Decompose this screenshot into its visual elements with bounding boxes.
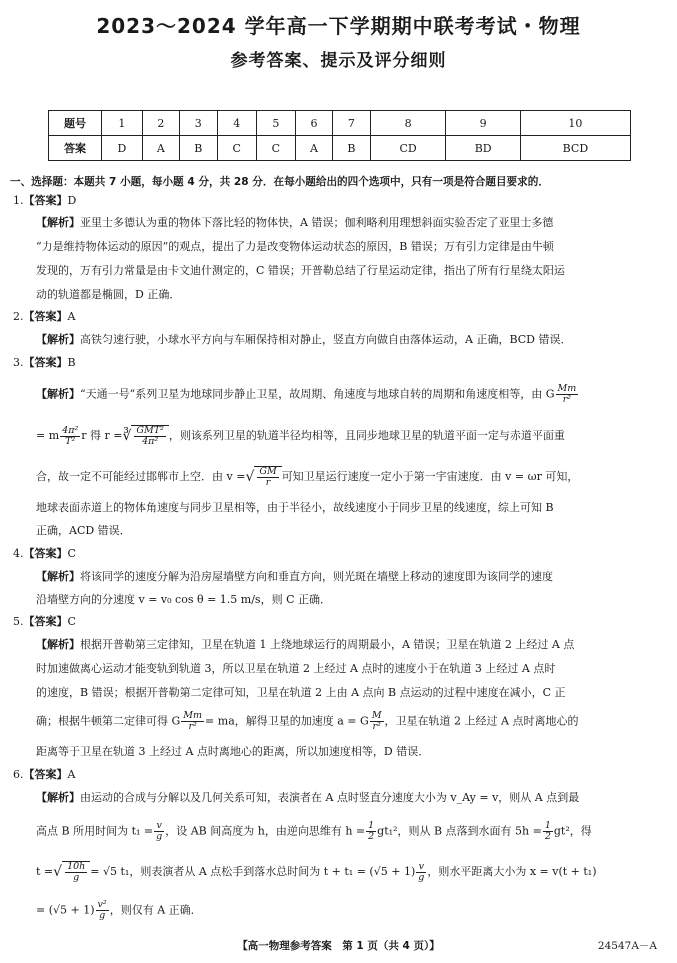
analysis-label: 【解析】 xyxy=(36,387,80,401)
q3-number: 3. xyxy=(13,356,24,369)
row-header-number: 题号 xyxy=(49,111,102,136)
text-segment: gt²，得 xyxy=(553,824,592,838)
text-line: 根据开普勒第三定律知，卫星在轨道 1 上绕地球运行的周期最小，A 错误；卫星在轨道 2 上经过 A 点 xyxy=(80,638,575,651)
fraction xyxy=(257,467,278,488)
q3-analysis-line xyxy=(36,425,648,447)
text-segment: ，则仅有 A 正确． xyxy=(109,903,202,917)
fraction-numerator: 4π² xyxy=(62,424,79,436)
q4-number: 4. xyxy=(13,547,24,560)
fraction xyxy=(181,711,204,732)
table-cell: 1 xyxy=(102,111,143,136)
fraction-denominator: r² xyxy=(188,721,197,732)
section-header: 一、选择题：本题共 7 小题，每小题 4 分，共 28 分．在每小题给出的四个选项中，只有一项是符合题目要求的． xyxy=(10,176,549,188)
text-segment: ，则水平距离大小为 x = v(t + t₁) xyxy=(427,865,597,878)
text-segment: gt₁²，则从 B 点落到水面有 5h = xyxy=(377,824,542,838)
fraction-denominator: g xyxy=(418,871,425,883)
table-cell: C xyxy=(217,136,256,161)
table-cell: 4 xyxy=(217,111,256,136)
table-cell: 7 xyxy=(333,111,371,136)
q1-analysis-line: “力是维持物体运动的原因”的观点，提出了力是改变物体运动状态的原因，B 错误；万有引力定律是由牛顿 xyxy=(36,240,554,253)
text-line: 高铁匀速行驶，小球水平方向与车厢保持相对静止，竖直方向做自由落体运动，A 正确，BCD 错误． xyxy=(80,333,572,346)
q4-answer xyxy=(13,546,76,562)
q5-answer-value: C xyxy=(67,615,76,628)
q2-number: 2. xyxy=(13,310,24,323)
fraction xyxy=(134,426,165,447)
text-line: “天通一号”系列卫星为地球同步静止卫星，故周期、角速度与地球自转的周期和角速度相等，由 G xyxy=(80,387,555,401)
answer-row xyxy=(49,136,631,161)
q5-analysis-line: 距离等于卫星在轨道 3 上经过 A 点时离地心的距离，所以加速度相等，D 错误． xyxy=(36,745,430,758)
document-code: 24547A－A xyxy=(597,940,657,952)
fraction-denominator: 2 xyxy=(368,831,375,842)
square-root-sign: √ xyxy=(53,864,63,880)
analysis-label: 【解析】 xyxy=(36,570,80,583)
answer-label: 【答案】 xyxy=(23,194,68,207)
q1-analysis-line xyxy=(36,215,648,231)
fraction-denominator: r² xyxy=(562,394,572,405)
fraction xyxy=(96,900,109,921)
q3-analysis-line xyxy=(36,466,648,488)
q4-analysis-line: 沿墙壁方向的分速度 v = v₀ cos θ = 1.5 m/s，则 C 正确． xyxy=(36,593,331,606)
analysis-label: 【解析】 xyxy=(36,216,80,229)
text-segment: 合，故一定不可能经过邯郸市上空．由 v = xyxy=(36,470,246,483)
q1-answer xyxy=(13,193,76,209)
fraction-denominator: T² xyxy=(65,435,76,447)
q5-analysis-line: 时加速做离心运动才能变轨到轨道 3，所以卫星在轨道 2 上经过 A 点时的速度小于在轨道 3 上经过 A 点时 xyxy=(36,662,556,675)
text-segment: = (√5 + 1) xyxy=(36,903,95,917)
text-segment: = m xyxy=(36,429,60,442)
analysis-label: 【解析】 xyxy=(36,791,80,804)
fraction-numerator: 10h xyxy=(67,861,86,872)
fraction xyxy=(60,426,80,447)
text-segment: 可知卫星运行速度一定小于第一宇宙速度．由 v = ωr 可知， xyxy=(281,470,579,483)
q6-analysis-line xyxy=(36,900,648,921)
q2-answer xyxy=(13,309,75,325)
table-cell: 3 xyxy=(179,111,217,136)
text-segment: = √5 t₁，则表演者从 A 点松手到落水总时间为 t + t₁ = (√5 + 1) xyxy=(90,865,416,878)
q3-answer-value: B xyxy=(67,356,76,369)
answer-label: 【答案】 xyxy=(23,615,68,628)
fraction xyxy=(370,711,384,732)
row-header-answer: 答案 xyxy=(49,136,102,161)
fraction-numerator: 1 xyxy=(368,820,375,831)
q6-answer xyxy=(13,767,75,783)
q5-number: 5. xyxy=(13,615,24,628)
radicand xyxy=(62,861,90,883)
table-cell: B xyxy=(179,136,217,161)
q1-answer-value: D xyxy=(67,194,77,207)
fraction xyxy=(366,821,376,842)
fraction-numerator: M xyxy=(371,710,382,721)
square-root-sign: √ xyxy=(245,469,255,485)
q1-number: 1. xyxy=(13,194,24,207)
fraction-numerator: Mm xyxy=(183,710,203,721)
table-cell: A xyxy=(295,136,332,161)
text-segment: r 得 r = xyxy=(81,429,123,442)
q3-analysis-line: 正确，ACD 错误． xyxy=(36,524,131,537)
table-cell: B xyxy=(333,136,371,161)
answer-label: 【答案】 xyxy=(23,356,68,369)
table-cell: 6 xyxy=(295,111,332,136)
q5-analysis-line: 的速度，B 错误；根据开普勒第二定律可知，卫星在轨道 2 上由 A 点向 B 点运动的过程中速度在减小，C 正 xyxy=(36,686,566,699)
text-line: 将该同学的速度分解为沿房屋墙壁方向和垂直方向，则光斑在墙壁上移动的速度即为该同学的速度 xyxy=(80,570,553,583)
fraction xyxy=(556,384,579,405)
table-cell: BCD xyxy=(520,136,630,161)
table-cell: D xyxy=(102,136,143,161)
q4-answer-value: C xyxy=(67,547,76,560)
table-cell: 2 xyxy=(142,111,179,136)
fraction xyxy=(543,821,553,842)
answer-label: 【答案】 xyxy=(23,547,68,560)
fraction-denominator: 4π² xyxy=(142,436,159,447)
table-cell: BD xyxy=(446,136,520,161)
fraction-denominator: g xyxy=(99,910,106,921)
text-segment: t = xyxy=(36,865,54,878)
q3-analysis-line xyxy=(36,384,648,405)
radicand xyxy=(254,466,281,488)
q6-analysis-line xyxy=(36,790,648,806)
fraction xyxy=(65,862,87,883)
page-title: 2023～2024 学年高一下学期期中联考考试・物理 xyxy=(96,14,581,38)
cube-root-sign: ∛ xyxy=(122,428,132,444)
text-segment: 确；根据牛顿第二定律可得 G xyxy=(36,714,181,728)
page-footer: 【高一物理参考答案 第 1 页（共 4 页）】 xyxy=(237,940,440,952)
table-cell: 9 xyxy=(446,111,520,136)
q1-analysis-line: 动的轨道都是椭圆，D 正确． xyxy=(36,288,181,301)
answer-label: 【答案】 xyxy=(23,768,68,781)
text-segment: = ma，解得卫星的加速度 a = G xyxy=(205,714,369,728)
radicand xyxy=(131,425,168,447)
table-cell: C xyxy=(256,136,295,161)
text-segment: ，则该系列卫星的轨道半径均相等，且同步地球卫星的轨道平面一定与赤道平面重 xyxy=(168,429,565,442)
fraction-denominator: r² xyxy=(372,721,381,732)
fraction-numerator: v² xyxy=(97,899,107,910)
fraction xyxy=(154,821,164,842)
table-cell: CD xyxy=(370,136,446,161)
question-number-row xyxy=(49,111,631,136)
q3-analysis-line: 地球表面赤道上的物体角速度与同步卫星相等，由于半径小，故线速度小于同步卫星的线速度，综上可知 B xyxy=(36,501,554,514)
fraction-denominator: g xyxy=(73,872,80,883)
table-cell: 5 xyxy=(256,111,295,136)
q5-analysis-line xyxy=(36,711,648,732)
table-cell: 8 xyxy=(370,111,446,136)
text-segment: ，卫星在轨道 2 上经过 A 点时离地心的 xyxy=(384,714,579,728)
fraction-denominator: g xyxy=(156,831,163,842)
answer-key-table xyxy=(48,110,631,161)
fraction-numerator: GMT² xyxy=(136,425,164,436)
fraction-numerator: v xyxy=(416,862,426,873)
text-line: 亚里士多德认为重的物体下落比轻的物体快，A 错误；伽利略利用理想斜面实验否定了亚里士多德 xyxy=(80,216,554,229)
q5-analysis-line xyxy=(36,637,648,653)
q3-answer xyxy=(13,355,76,371)
fraction-denominator: 2 xyxy=(544,831,551,842)
answer-label: 【答案】 xyxy=(23,310,68,323)
table-cell: 10 xyxy=(520,111,630,136)
q6-number: 6. xyxy=(13,768,24,781)
text-line: 由运动的合成与分解以及几何关系可知，表演者在 A 点时竖直分速度大小为 v_Ay = v，则从 A 点到最 xyxy=(80,791,580,804)
q5-answer xyxy=(13,614,76,630)
fraction xyxy=(416,862,426,883)
q4-analysis-line xyxy=(36,569,648,585)
text-segment: 高点 B 所用时间为 t₁ = xyxy=(36,824,154,838)
q1-analysis-line: 发现的，万有引力常量是由卡文迪什测定的，C 错误；开普勒总结了行星运动定律，指出了所有行星绕太阳运 xyxy=(36,264,565,277)
q6-answer-value: A xyxy=(67,768,76,781)
q6-analysis-line xyxy=(36,861,648,883)
page-subtitle: 参考答案、提示及评分细则 xyxy=(230,51,447,71)
fraction-denominator: r xyxy=(265,477,271,488)
q2-analysis-line xyxy=(36,332,648,348)
q6-analysis-line xyxy=(36,821,648,842)
fraction-numerator: 1 xyxy=(544,820,551,831)
fraction-numerator: GM xyxy=(259,466,277,477)
fraction-numerator: v xyxy=(154,821,164,832)
fraction-numerator: Mm xyxy=(557,383,577,394)
analysis-label: 【解析】 xyxy=(36,333,80,346)
table-cell: A xyxy=(142,136,179,161)
q2-answer-value: A xyxy=(67,310,76,323)
text-segment: ，设 AB 间高度为 h，由逆向思维有 h = xyxy=(165,824,366,838)
analysis-label: 【解析】 xyxy=(36,638,80,651)
